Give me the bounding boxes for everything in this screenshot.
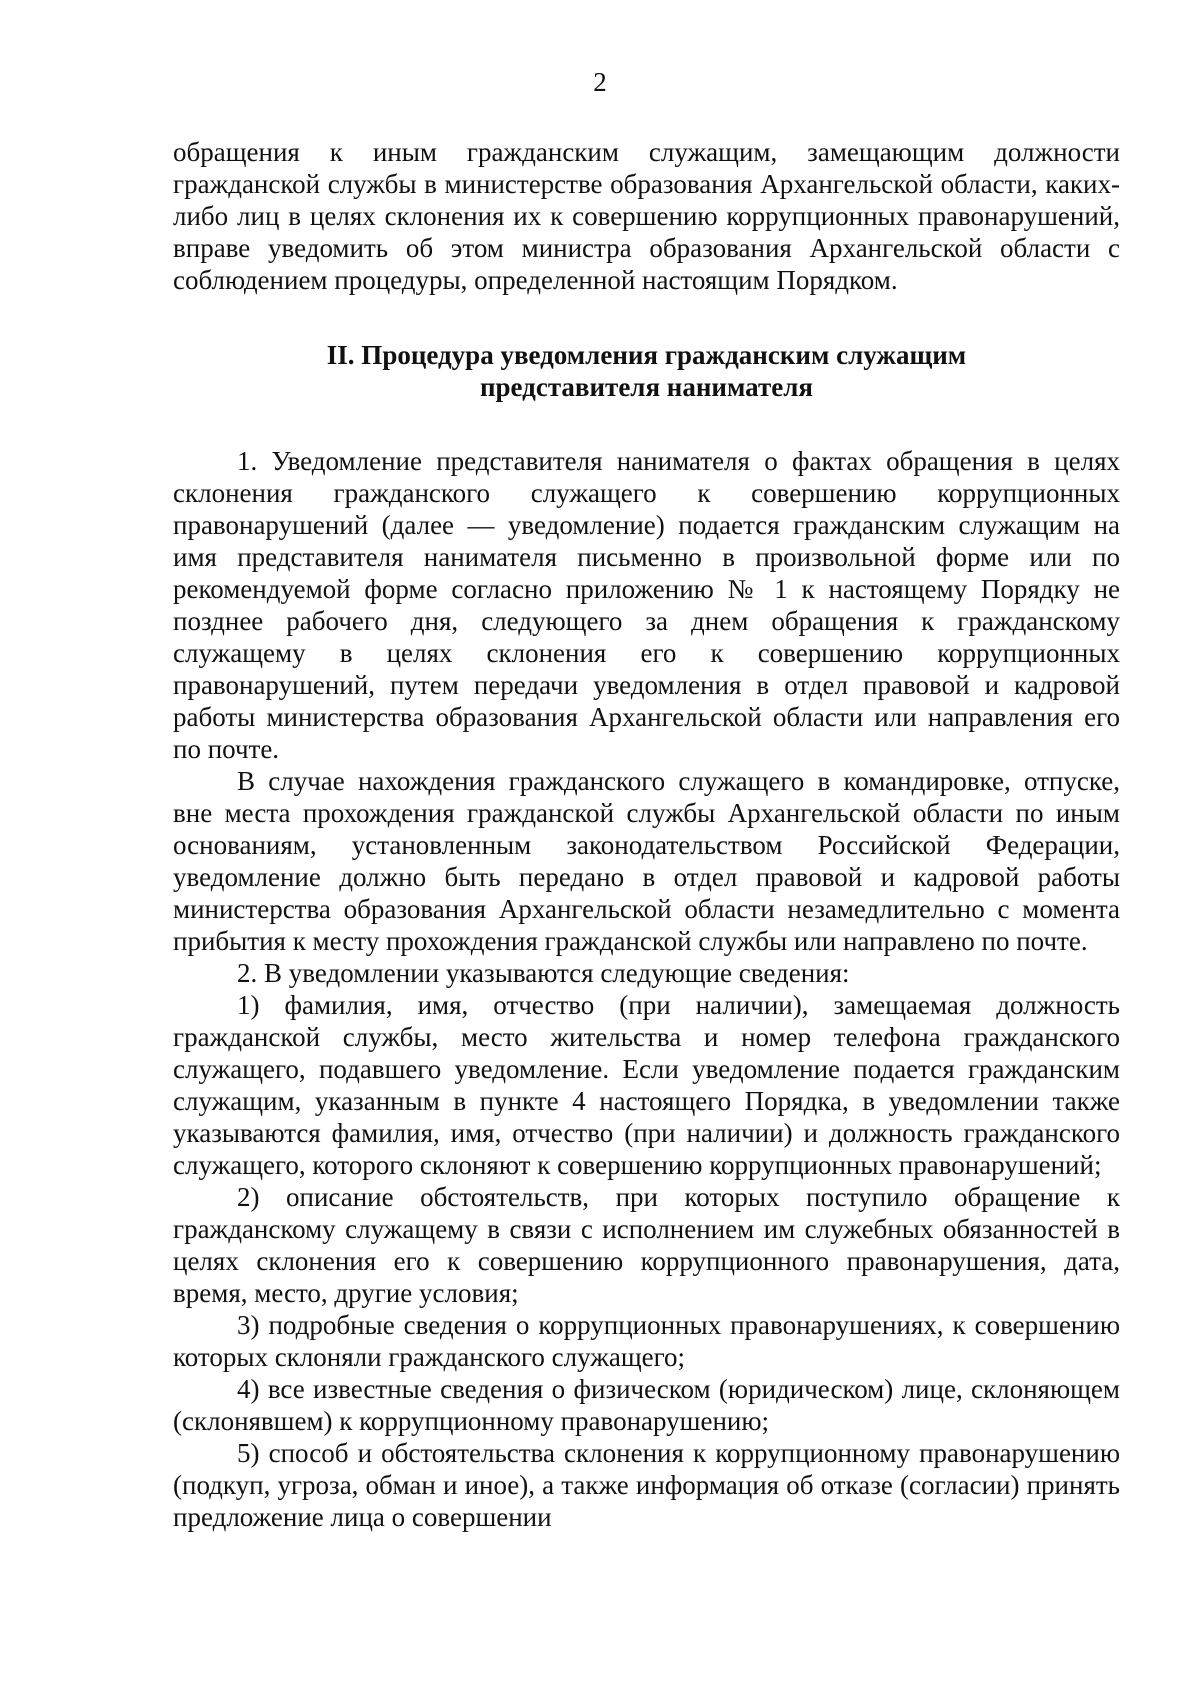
paragraph-business-trip: В случае нахождения гражданского служащего в командировке, отпуске, вне места прохождения гражданской службы Архангельской области по иным основаниям, установленным законодательством Российской Федерации, уведомление должно быть передано в отдел правовой и кадровой работы министерства образования Архангельской области незамедлительно с момента прибытия к месту прохождения гражданской службы или направлено по почте. [173,766,1120,956]
paragraph-subitem-5: 5) способ и обстоятельства склонения к коррупционному правонарушению (подкуп, угроза, обман и иное), а также информация об отказе (согласии) принять предложение лица о совершении [173,1438,1120,1532]
section-title-line-2: представителя нанимателя [479,372,813,402]
document-body [173,136,1120,1533]
section-title [173,339,1120,403]
paragraph-subitem-4: 4) все известные сведения о физическом (юридическом) лице, склоняющем (склонявшем) к коррупционному правонарушению; [173,1374,1120,1436]
paragraph-intro: обращения к иным гражданским служащим, замещающим должности гражданской службы в министерстве образования Архангельской области, каких-либо лиц в целях склонения их к совершению коррупционных правонарушений, вправе уведомить об этом министра образования Архангельской области с соблюдением процедуры, определенной настоящим Порядком. [173,137,1120,295]
section-title-line-1: II. Процедура уведомления гражданским служащим [326,340,967,370]
page-number: 2 [593,67,607,97]
paragraph-subitem-2: 2) описание обстоятельств, при которых поступило обращение к гражданскому служащему в связи с исполнением им служебных обязанностей в целях склонения его к совершению коррупционного правонарушения, дата, время, место, другие условия; [173,1182,1120,1308]
paragraph-item-2: 2. В уведомлении указываются следующие сведения: [237,958,850,988]
paragraph-subitem-1: 1) фамилия, имя, отчество (при наличии), замещаемая должность гражданской службы, место жительства и номер телефона гражданского служащего, подавшего уведомление. Если уведомление подается гражданским служащим, указанным в пункте 4 настоящего Порядка, в уведомлении также указываются фамилия, имя, отчество (при наличии) и должность гражданского служащего, которого склоняют к совершению коррупционных правонарушений; [173,990,1120,1180]
paragraph-subitem-3: 3) подробные сведения о коррупционных правонарушениях, к совершению которых склоняли гражданского служащего; [173,1310,1120,1372]
paragraph-item-1: 1. Уведомление представителя нанимателя о фактах обращения в целях склонения гражданского служащего к совершению коррупционных правонарушений (далее — уведомление) подается гражданским служащим на имя представителя нанимателя письменно в произвольной форме или по рекомендуемой форме согласно приложению № 1 к настоящему Порядку не позднее рабочего дня, следующего за днем обращения к гражданскому служащему в целях склонения его к совершению коррупционных правонарушений, путем передачи уведомления в отдел правовой и кадровой работы министерства образования Архангельской области или направления его по почте. [173,446,1120,764]
